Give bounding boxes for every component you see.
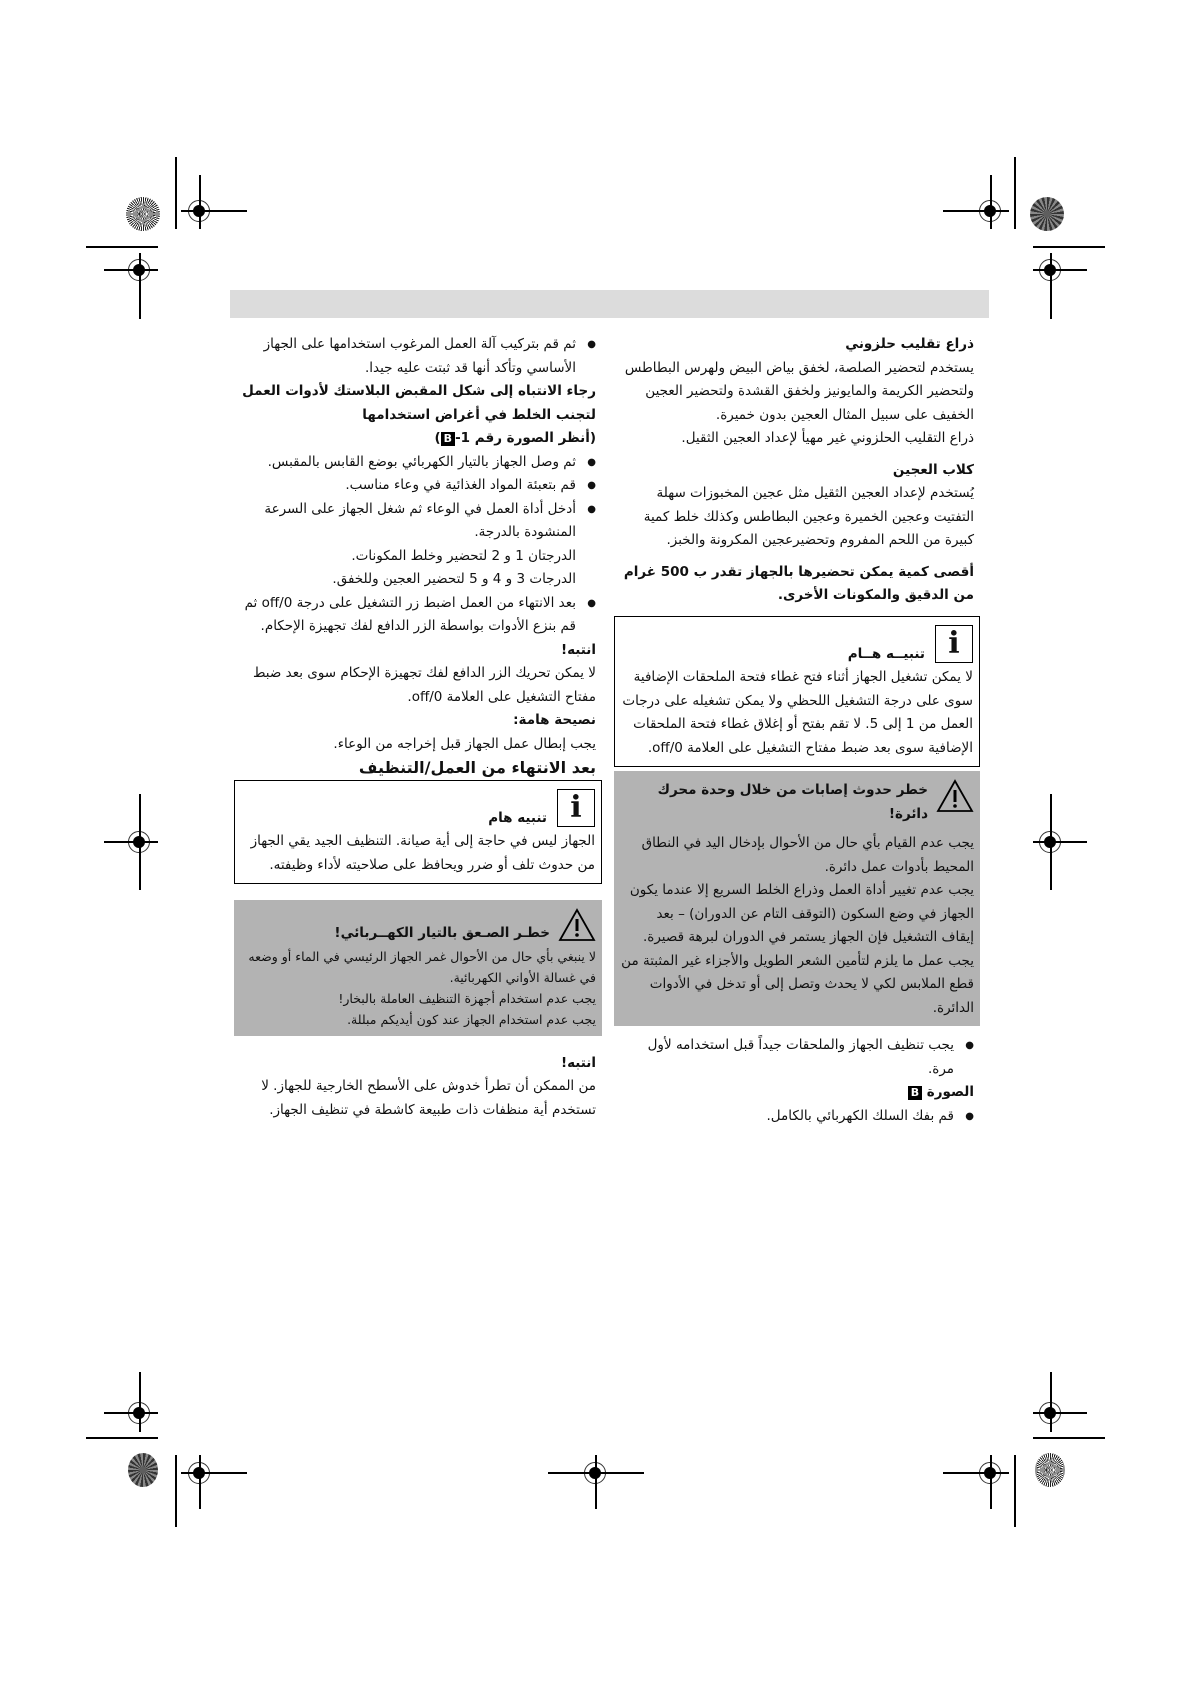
handle-shape-note: رجاء الانتباه إلى شكل المقبض البلاستك لأدوات العمل لتجنب الخلط في أغراض استخدامها xyxy=(242,383,596,423)
color-wheel-icon xyxy=(128,1453,158,1487)
crop-mark xyxy=(1050,1372,1052,1432)
warning-triangle-icon xyxy=(936,779,974,813)
warning-line: لا ينبغي بأي حال من الأحوال غمر الجهاز الرئيسي في الماء أو وضعه في غسالة الأواني الكهربائية. xyxy=(248,948,596,985)
tip-title: نصيحة هامة: xyxy=(513,712,596,728)
info-box-title: تنبيه هام xyxy=(488,809,547,826)
crop-mark xyxy=(175,157,177,229)
figure-b-badge: B xyxy=(441,432,455,446)
crop-mark xyxy=(199,1455,201,1509)
warning-line: يجب عدم القيام بأي حال من الأحوال بإدخال اليد في النطاق المحيط بأدوات عمل دائرة. xyxy=(641,835,974,875)
warning-box-title: خطـر الصـعق بالتيار الكهــربائي! xyxy=(334,925,550,941)
crop-mark xyxy=(1033,1412,1087,1414)
figure-ref-prefix: (أنظر الصورة رقم 1- xyxy=(455,430,596,446)
crop-mark xyxy=(1050,253,1052,319)
crop-mark xyxy=(1033,246,1105,248)
crop-mark xyxy=(86,1437,158,1439)
tip-body: يجب إبطال عمل الجهاز قبل إخراجه من الوعاء. xyxy=(333,735,596,752)
crop-mark xyxy=(104,1412,158,1414)
bullet-clean-first-use: ● يجب تنظيف الجهاز والملحقات جيداً قبل استخدامه لأول مرة. xyxy=(618,1034,974,1081)
crop-mark xyxy=(181,1472,247,1474)
color-wheel-icon xyxy=(126,197,160,231)
warning-line: يجب عدم تغيير أداة العمل وذراع الخلط السريع إلا عندما يكون الجهاز في وضع السكون (التوقف التام عن الدوران) – بعد إيقاف التشغيل فإن الجهاز يستمر في الدوران لبرهة قصيرة. xyxy=(629,882,974,945)
bullet-insert-tool: ● أدخل أداة العمل في الوعاء ثم شغل الجهاز على السرعة المنشودة بالدرجة. xyxy=(238,498,596,545)
info-box-maintenance xyxy=(234,780,602,885)
caution2-title: انتبه! xyxy=(560,1054,596,1071)
page-header-bar xyxy=(230,290,989,318)
crop-mark xyxy=(1033,269,1087,271)
speed-1-2: الدرجتان 1 و 2 لتحضير وخلط المكونات. xyxy=(351,547,576,564)
figure-label xyxy=(618,1081,974,1105)
info-icon: i xyxy=(935,625,973,663)
left-column xyxy=(238,333,596,1122)
section-title-cleaning: بعد الانتهاء من العمل/التنظيف xyxy=(358,758,596,777)
crop-mark xyxy=(104,841,158,843)
warning-box-rotating-parts xyxy=(614,771,980,1026)
warning-line: يجب عدم استخدام أجهزة التنظيف العاملة بالبخار! xyxy=(338,990,596,1006)
crop-mark xyxy=(595,1455,597,1509)
info-box-attachment-cover xyxy=(614,616,980,768)
crop-mark xyxy=(1033,1437,1105,1439)
caution-body: لا يمكن تحريك الزر الدافع لفك تجهيزة الإحكام سوى بعد ضبط مفتاح التشغيل على العلامة off/0. xyxy=(252,665,596,705)
max-quantity-note: أقصى كمية يمكن تحضيرها بالجهاز تقدر ب 500 غرام من الدقيق والمكونات الأخرى. xyxy=(623,563,974,603)
figure-label-text: الصورة xyxy=(926,1084,974,1100)
crop-mark xyxy=(104,269,158,271)
crop-mark xyxy=(139,253,141,319)
crop-mark xyxy=(943,1472,1009,1474)
warning-triangle-icon xyxy=(558,908,596,942)
crop-mark xyxy=(86,246,158,248)
crop-mark xyxy=(990,1455,992,1509)
crop-mark xyxy=(1014,157,1016,229)
whisk-note: ذراع التقليب الحلزوني غير مهيأ لإعداد العجين الثقيل. xyxy=(681,430,974,446)
crop-mark xyxy=(1050,794,1052,890)
whisk-body: يستخدم لتحضير الصلصة، لخفق بياض البيض ولهرس البطاطس ولتحضير الكريمة والمايونيز ولخفق القشدة ولتحضير العجين الخفيف على سبيل المثال العجين بدون خميرة. xyxy=(624,359,974,423)
bullet-after-work: ● بعد الانتهاء من العمل اضبط زر التشغيل على درجة off/0 ثم قم بنزع الأدوات بواسطة الزر الدافع لفك تجهيزة الإحكام. xyxy=(238,592,596,639)
crop-mark xyxy=(990,175,992,229)
crop-mark xyxy=(1014,1455,1016,1527)
right-column xyxy=(618,333,974,1128)
color-wheel-icon xyxy=(1035,1453,1065,1487)
bullet-fill-bowl: ● قم بتعبئة المواد الغذائية في وعاء مناسب. xyxy=(238,474,596,498)
warning-box-title: خطر حدوث إصابات من خلال وحدة محرك دائرة! xyxy=(657,782,928,822)
crop-mark xyxy=(199,175,201,229)
bullet-attach-tool: ● ثم قم بتركيب آلة العمل المرغوب استخدامها على الجهاز الأساسي وتأكد أنها قد ثبتت عليه جيدا. xyxy=(238,333,596,380)
warning-line: يجب عدم استخدام الجهاز عند كون أيديكم مبللة. xyxy=(347,1011,596,1027)
crop-mark xyxy=(175,1455,177,1527)
info-box-body: لا يمكن تشغيل الجهاز أثناء فتح غطاء فتحة الملحقات الإضافية سوى على درجة التشغيل اللحظي ولا يمكن تشغيله على درجات العمل من 1 إلى 5. لا تقم بفتح أو إغلاق غطاء فتحة الملحقات الإضافية سوى بعد ضبط مفتاح التشغيل على العلامة off/0. xyxy=(622,669,973,756)
warning-line: يجب عمل ما يلزم لتأمين الشعر الطويل والأجزاء غير المثبتة من قطع الملابس لكي لا يحدث وتصل إلى أو تدخل في الأدوات الدائرة. xyxy=(621,952,974,1016)
info-box-body: الجهاز ليس في حاجة إلى أية صيانة. التنظيف الجيد يقي الجهاز من حدوث تلف أو ضرر ويحافظ على صلاحيته لأداء وظيفته. xyxy=(250,833,595,873)
info-icon: i xyxy=(557,789,595,827)
warning-box-electric-shock xyxy=(234,900,602,1036)
figure-b-badge: B xyxy=(908,1086,922,1100)
crop-mark xyxy=(943,210,1009,212)
crop-mark xyxy=(139,794,141,890)
caution-title: انتبه! xyxy=(560,641,596,658)
bullet-unwind-cord: ● قم بفك السلك الكهربائي بالكامل. xyxy=(618,1105,974,1129)
caution2-body: من الممكن أن تطرأ خدوش على الأسطح الخارجية للجهاز. لا تستخدم أية منظفات ذات طبيعة كاشطة في تنظيف الجهاز. xyxy=(261,1078,596,1118)
color-wheel-icon xyxy=(1030,197,1064,231)
crop-mark xyxy=(139,1372,141,1432)
figure-reference xyxy=(238,427,596,451)
bullet-plug-in: ● ثم وصل الجهاز بالتيار الكهربائي بوضع القابس بالمقبس. xyxy=(238,451,596,475)
dough-hook-title: كلاب العجين xyxy=(892,461,974,478)
info-box-title: تنبيــه هــام xyxy=(847,645,925,662)
whisk-title: ذراع تقليب حلزوني xyxy=(845,336,974,352)
crop-mark xyxy=(1033,841,1087,843)
speed-3-4-5: الدرجات 3 و 4 و 5 لتحضير العجين وللخفق. xyxy=(332,571,576,587)
dough-hook-body: يُستخدم لإعداد العجين الثقيل مثل عجين المخبوزات سهلة التفتيت وعجين الخميرة وعجين البطاطس وكذلك خلط كمية كبيرة من اللحم المفروم وتحضيرعجين المكرونة والخبز. xyxy=(643,485,974,548)
crop-mark xyxy=(181,210,247,212)
figure-ref-suffix: ) xyxy=(434,430,441,446)
